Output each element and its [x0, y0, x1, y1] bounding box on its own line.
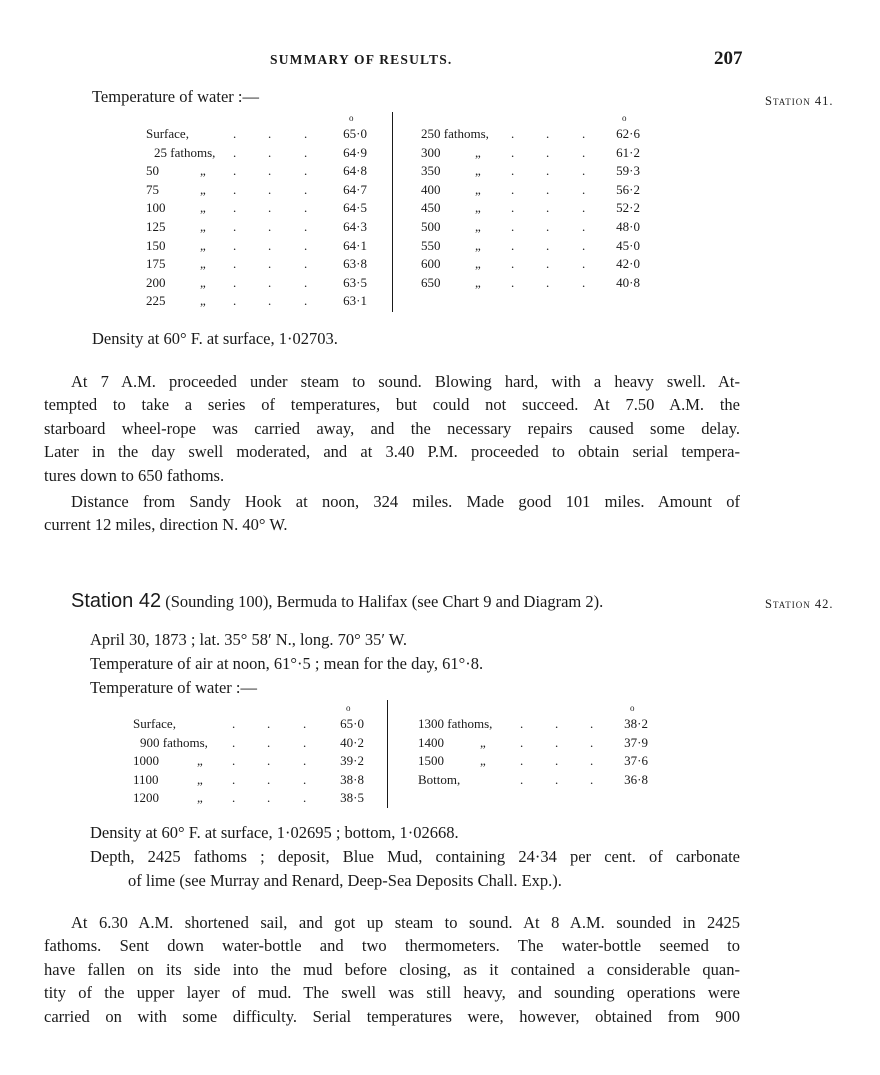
station41-left-row	[0, 292, 880, 310]
station41-left-depth-label: 75	[146, 181, 159, 197]
station42-left-leader-dot: .	[232, 753, 236, 769]
station42-left-leader-dot: .	[303, 771, 307, 787]
station41-left-leader-dot: .	[233, 163, 237, 179]
station42-left-leader-dot: .	[267, 753, 271, 769]
station41-left-leader-dot: .	[233, 256, 237, 272]
station42-right-leader-dot: .	[520, 716, 524, 731]
station42-left-leader-dot: .	[267, 734, 271, 750]
station41-right-leader-dot: .	[511, 237, 515, 253]
station41-left-depth-label: 100	[146, 200, 166, 216]
station42-left-ditto-mark: „	[197, 790, 203, 806]
station41-left-leader-dot: .	[268, 181, 272, 197]
station41-right-leader-dot: .	[546, 181, 550, 197]
station42-left-leader-dot: .	[267, 790, 271, 806]
station41-right-row	[0, 237, 880, 255]
station42-left-temperature-value: 40·2	[340, 734, 364, 750]
station42-left-temperature-value: 38·8	[340, 771, 364, 787]
station41-right-row	[0, 255, 880, 273]
station42-left-temperature-value: 65·0	[340, 716, 364, 731]
station41-right-leader-dot: .	[546, 200, 550, 216]
s42-depth-line: Depth, 2425 fathoms ; deposit, Blue Mud, containing 24·34 per cent. of carbonate	[90, 847, 740, 866]
station42-left-leader-dot: .	[232, 716, 236, 731]
station41-left-leader-dot: .	[233, 144, 237, 160]
station41-right-leader-dot: .	[582, 126, 586, 141]
station41-right-depth-label: 550	[421, 237, 441, 253]
station41-right-leader-dot: .	[511, 144, 515, 160]
station41-right-ditto-mark: „	[475, 219, 481, 234]
station42-right-leader-dot: .	[555, 753, 559, 769]
station41-left-leader-dot: .	[304, 237, 308, 253]
station41-right-temperature-value: 59·3	[616, 163, 640, 179]
station41-right-leader-dot: .	[582, 200, 586, 216]
station41-right-leader-dot: .	[582, 163, 586, 179]
station41-right-leader-dot: .	[546, 144, 550, 160]
station41-left-leader-dot: .	[304, 163, 308, 179]
station41-right-temperature-value: 61·2	[616, 144, 640, 160]
station42-left-leader-dot: .	[303, 716, 307, 731]
station41-right-leader-dot: .	[546, 256, 550, 272]
station41-left-temperature-value: 64·7	[343, 181, 367, 197]
s42-narrative-line: have fallen on its side into the mud before closing, as it contained a considerable quan-	[44, 959, 740, 979]
station41-right-leader-dot: .	[582, 144, 586, 160]
station41-left-depth-label: Surface,	[146, 126, 189, 141]
station41-left-leader-dot: .	[268, 256, 272, 272]
s41-narrative-line: At 7 A.M. proceeded under steam to sound. Blowing hard, with a heavy swell. At-	[71, 372, 740, 391]
station41-right-leader-dot: .	[546, 126, 550, 141]
station41-right-leader-dot: .	[511, 274, 515, 290]
station41-right-ditto-mark: „	[475, 200, 481, 216]
station42-left-leader-dot: .	[267, 716, 271, 731]
station41-left-temperature-value: 63·8	[343, 256, 367, 272]
station42-left-leader-dot: .	[232, 771, 236, 787]
station41-left-leader-dot: .	[304, 274, 308, 290]
station41-left-leader-dot: .	[304, 144, 308, 160]
station41-right-leader-dot: .	[582, 256, 586, 272]
station41-left-temperature-value: 65·0	[343, 126, 367, 141]
s42-title-station: Station 42	[71, 590, 162, 612]
station41-right-row	[0, 144, 880, 162]
station41-right-ditto-mark: „	[475, 144, 481, 160]
station41-right-leader-dot: .	[546, 274, 550, 290]
station41-left-ditto-mark: „	[200, 237, 206, 253]
station41-left-ditto-mark: „	[200, 293, 206, 309]
station41-left-temperature-value: 64·3	[343, 219, 367, 234]
station41-column-divider	[392, 112, 393, 312]
s41-distance-line: Distance from Sandy Hook at noon, 324 miles. Made good 101 miles. Amount of	[71, 492, 740, 511]
station41-right-ditto-mark: „	[475, 181, 481, 197]
station41-left-leader-dot: .	[233, 219, 237, 234]
station41-left-depth-label: 225	[146, 293, 166, 309]
station41-left-leader-dot: .	[268, 200, 272, 216]
s41-temp-heading: Temperature of water :—	[92, 87, 259, 106]
s41-margin-label: Station 41.	[765, 94, 834, 108]
station41-left-leader-dot: .	[304, 181, 308, 197]
station41-left-depth-label: 50	[146, 163, 159, 179]
station42-left-leader-dot: .	[303, 734, 307, 750]
station42-left-depth-label: Surface,	[133, 716, 176, 731]
s41-narrative-line: starboard wheel-rope was carried away, and the necessary repairs caused some delay.	[44, 418, 740, 438]
station41-left-leader-dot: .	[268, 293, 272, 309]
page-header	[0, 48, 880, 70]
station41-left-temperature-value: 64·5	[343, 200, 367, 216]
station41-left-temperature-value: 64·8	[343, 163, 367, 179]
station42-left-leader-dot: .	[303, 753, 307, 769]
station41-left-leader-dot: .	[268, 237, 272, 253]
s42-air-line: Temperature of air at noon, 61°·5 ; mean for the day, 61°·8.	[90, 654, 484, 673]
station41-left-leader-dot: .	[304, 256, 308, 272]
station41-right-temperature-value: 62·6	[616, 126, 640, 141]
station41-left-ditto-mark: „	[200, 256, 206, 272]
station41-right-depth-label: 350	[421, 163, 441, 179]
station41-left-leader-dot: .	[268, 163, 272, 179]
station41-right-leader-dot: .	[511, 181, 515, 197]
station41-left-ditto-mark: „	[200, 200, 206, 216]
station42-left-leader-dot: .	[267, 771, 271, 787]
station42-right-depth-label: 1400	[418, 734, 444, 750]
station41-right-leader-dot: .	[582, 181, 586, 197]
station41-right-leader-dot: .	[582, 237, 586, 253]
station41-right-depth-label: 300	[421, 144, 441, 160]
s41-narrative-line: tempted to take a series of temperatures, but could not succeed. At 7.50 A.M. the	[44, 395, 740, 415]
station42-left-ditto-mark: „	[197, 753, 203, 769]
station42-right-depth-label: Bottom,	[418, 771, 461, 787]
station41-right-row	[0, 125, 880, 143]
station42-right-temperature-value: 36·8	[624, 771, 648, 787]
station42-right-leader-dot: .	[590, 771, 594, 787]
station41-left-depth-label: 175	[146, 256, 166, 272]
station41-left-leader-dot: .	[268, 219, 272, 234]
s41-distance	[44, 490, 740, 537]
station41-left-ditto-mark: „	[200, 163, 206, 179]
s42-narrative-line: carried on with some difficulty. Serial temperatures were, however, obtained from 900	[44, 1006, 740, 1026]
station41-right-temperature-value: 56·2	[616, 181, 640, 197]
station41-right-ditto-mark: „	[475, 163, 481, 179]
station41-right-temperature-value: 52·2	[616, 200, 640, 216]
station41-left-leader-dot: .	[233, 274, 237, 290]
station41-right-depth-label: 500	[421, 219, 441, 234]
station42-right-leader-dot: .	[520, 771, 524, 787]
station42-right-ditto-mark: „	[480, 734, 486, 750]
station41-left-ditto-mark: „	[200, 181, 206, 197]
station42-right-depth-label: 1300 fathoms,	[418, 716, 493, 731]
s42-narrative-line: tity of the upper layer of mud. The swell was still heavy, and sounding operations were	[44, 983, 740, 1003]
station41-right-row	[0, 218, 880, 236]
station42-left-depth-label: 1200	[133, 790, 159, 806]
station42-right-leader-dot: .	[590, 716, 594, 731]
running-title: SUMMARY OF RESULTS.	[270, 52, 453, 67]
station41-left-leader-dot: .	[233, 181, 237, 197]
station41-right-leader-dot: .	[511, 200, 515, 216]
station42-right-temperature-value: 38·2	[624, 716, 648, 731]
station42-right-row	[0, 715, 880, 733]
station41-right-ditto-mark: „	[475, 274, 481, 290]
s42-narrative-line: fathoms. Sent down water-bottle and two thermometers. The water-bottle seemed to	[44, 936, 740, 956]
s42-margin-label: Station 42.	[765, 597, 834, 611]
station42-right-row	[0, 771, 880, 789]
station42-right-leader-dot: .	[555, 771, 559, 787]
station41-left-depth-label: 200	[146, 274, 166, 290]
station42-right-leader-dot: .	[555, 734, 559, 750]
s41-narrative	[44, 370, 740, 487]
s42-title-rest: (Sounding 100), Bermuda to Halifax (see Chart 9 and Diagram 2).	[161, 592, 604, 611]
station42-left-leader-dot: .	[232, 734, 236, 750]
station42-right-temperature-value: 37·9	[624, 734, 648, 750]
station42-left-depth-label: 900 fathoms,	[140, 734, 208, 750]
s42-depth-line-cont: of lime (see Murray and Renard, Deep-Sea Deposits Chall. Exp.).	[128, 871, 562, 890]
s41-density: Density at 60° F. at surface, 1·02703.	[92, 329, 338, 348]
station42-right-row	[0, 752, 880, 770]
station41-right-temperature-value: 48·0	[616, 219, 640, 234]
station41-left-degree-mark: o	[349, 113, 354, 123]
station41-right-depth-label: 250 fathoms,	[421, 126, 489, 141]
station41-left-leader-dot: .	[304, 200, 308, 216]
station41-right-temperature-value: 40·8	[616, 274, 640, 290]
station41-right-depth-label: 400	[421, 181, 441, 197]
station41-left-leader-dot: .	[268, 274, 272, 290]
station42-right-leader-dot: .	[520, 753, 524, 769]
station42-right-leader-dot: .	[555, 716, 559, 731]
station41-right-leader-dot: .	[582, 219, 586, 234]
station42-right-ditto-mark: „	[480, 753, 486, 769]
station41-right-depth-label: 650	[421, 274, 441, 290]
station41-right-leader-dot: .	[511, 126, 515, 141]
station42-left-depth-label: 1000	[133, 753, 159, 769]
station41-right-temperature-value: 45·0	[616, 237, 640, 253]
station41-right-temperature-value: 42·0	[616, 256, 640, 272]
s41-narrative-line: Later in the day swell moderated, and at 3.40 P.M. proceeded to obtain serial tempera-	[44, 442, 740, 462]
station41-right-row	[0, 162, 880, 180]
station41-left-depth-label: 150	[146, 237, 166, 253]
station41-left-leader-dot: .	[233, 200, 237, 216]
station41-left-ditto-mark: „	[200, 274, 206, 290]
station42-left-ditto-mark: „	[197, 771, 203, 787]
station41-left-leader-dot: .	[233, 237, 237, 253]
station41-left-leader-dot: .	[304, 126, 308, 141]
s42-title	[71, 590, 603, 613]
station42-right-temperature-value: 37·6	[624, 753, 648, 769]
station41-right-leader-dot: .	[511, 163, 515, 179]
station42-right-leader-dot: .	[590, 753, 594, 769]
station42-right-degree-mark: o	[630, 703, 635, 713]
station41-left-depth-label: 125	[146, 219, 166, 234]
station41-right-depth-label: 450	[421, 200, 441, 216]
station42-left-depth-label: 1100	[133, 771, 159, 787]
station41-left-ditto-mark: „	[200, 219, 206, 234]
station41-right-depth-label: 600	[421, 256, 441, 272]
s42-density: Density at 60° F. at surface, 1·02695 ; bottom, 1·02668.	[90, 823, 459, 842]
station42-column-divider	[387, 700, 388, 808]
station41-left-leader-dot: .	[268, 144, 272, 160]
station41-left-depth-label: 25 fathoms,	[154, 144, 216, 160]
station42-left-degree-mark: o	[346, 703, 351, 713]
s41-narrative-line: tures down to 650 fathoms.	[44, 465, 225, 485]
station41-right-leader-dot: .	[546, 163, 550, 179]
station42-left-leader-dot: .	[303, 790, 307, 806]
station41-left-temperature-value: 64·9	[343, 144, 367, 160]
station41-right-row	[0, 199, 880, 217]
station42-right-depth-label: 1500	[418, 753, 444, 769]
station41-left-leader-dot: .	[233, 293, 237, 309]
station41-left-leader-dot: .	[268, 126, 272, 141]
station41-right-ditto-mark: „	[475, 237, 481, 253]
station41-right-degree-mark: o	[622, 113, 627, 123]
station41-left-leader-dot: .	[304, 219, 308, 234]
station41-left-leader-dot: .	[304, 293, 308, 309]
s42-narrative-line: At 6.30 A.M. shortened sail, and got up steam to sound. At 8 A.M. sounded in 2425	[71, 913, 740, 932]
station41-right-row	[0, 181, 880, 199]
station41-right-leader-dot: .	[511, 256, 515, 272]
s41-distance-line: current 12 miles, direction N. 40° W.	[44, 515, 288, 535]
station42-left-temperature-value: 39·2	[340, 753, 364, 769]
page-number: 207	[714, 48, 743, 69]
station41-right-leader-dot: .	[546, 219, 550, 234]
station41-right-leader-dot: .	[546, 237, 550, 253]
station41-right-leader-dot: .	[582, 274, 586, 290]
station41-left-temperature-value: 63·5	[343, 274, 367, 290]
s42-temp-heading: Temperature of water :—	[90, 678, 257, 697]
station42-right-leader-dot: .	[520, 734, 524, 750]
station42-right-leader-dot: .	[590, 734, 594, 750]
station41-left-temperature-value: 63·1	[343, 293, 367, 309]
station42-left-row	[0, 789, 880, 807]
station42-left-temperature-value: 38·5	[340, 790, 364, 806]
station41-right-ditto-mark: „	[475, 256, 481, 272]
station41-left-temperature-value: 64·1	[343, 237, 367, 253]
s42-date-line: April 30, 1873 ; lat. 35° 58′ N., long. 70° 35′ W.	[90, 630, 407, 649]
station42-left-leader-dot: .	[232, 790, 236, 806]
station41-right-leader-dot: .	[511, 219, 515, 234]
station42-right-row	[0, 734, 880, 752]
station41-left-leader-dot: .	[233, 126, 237, 141]
s42-narrative	[44, 911, 740, 1028]
station41-right-row	[0, 274, 880, 292]
